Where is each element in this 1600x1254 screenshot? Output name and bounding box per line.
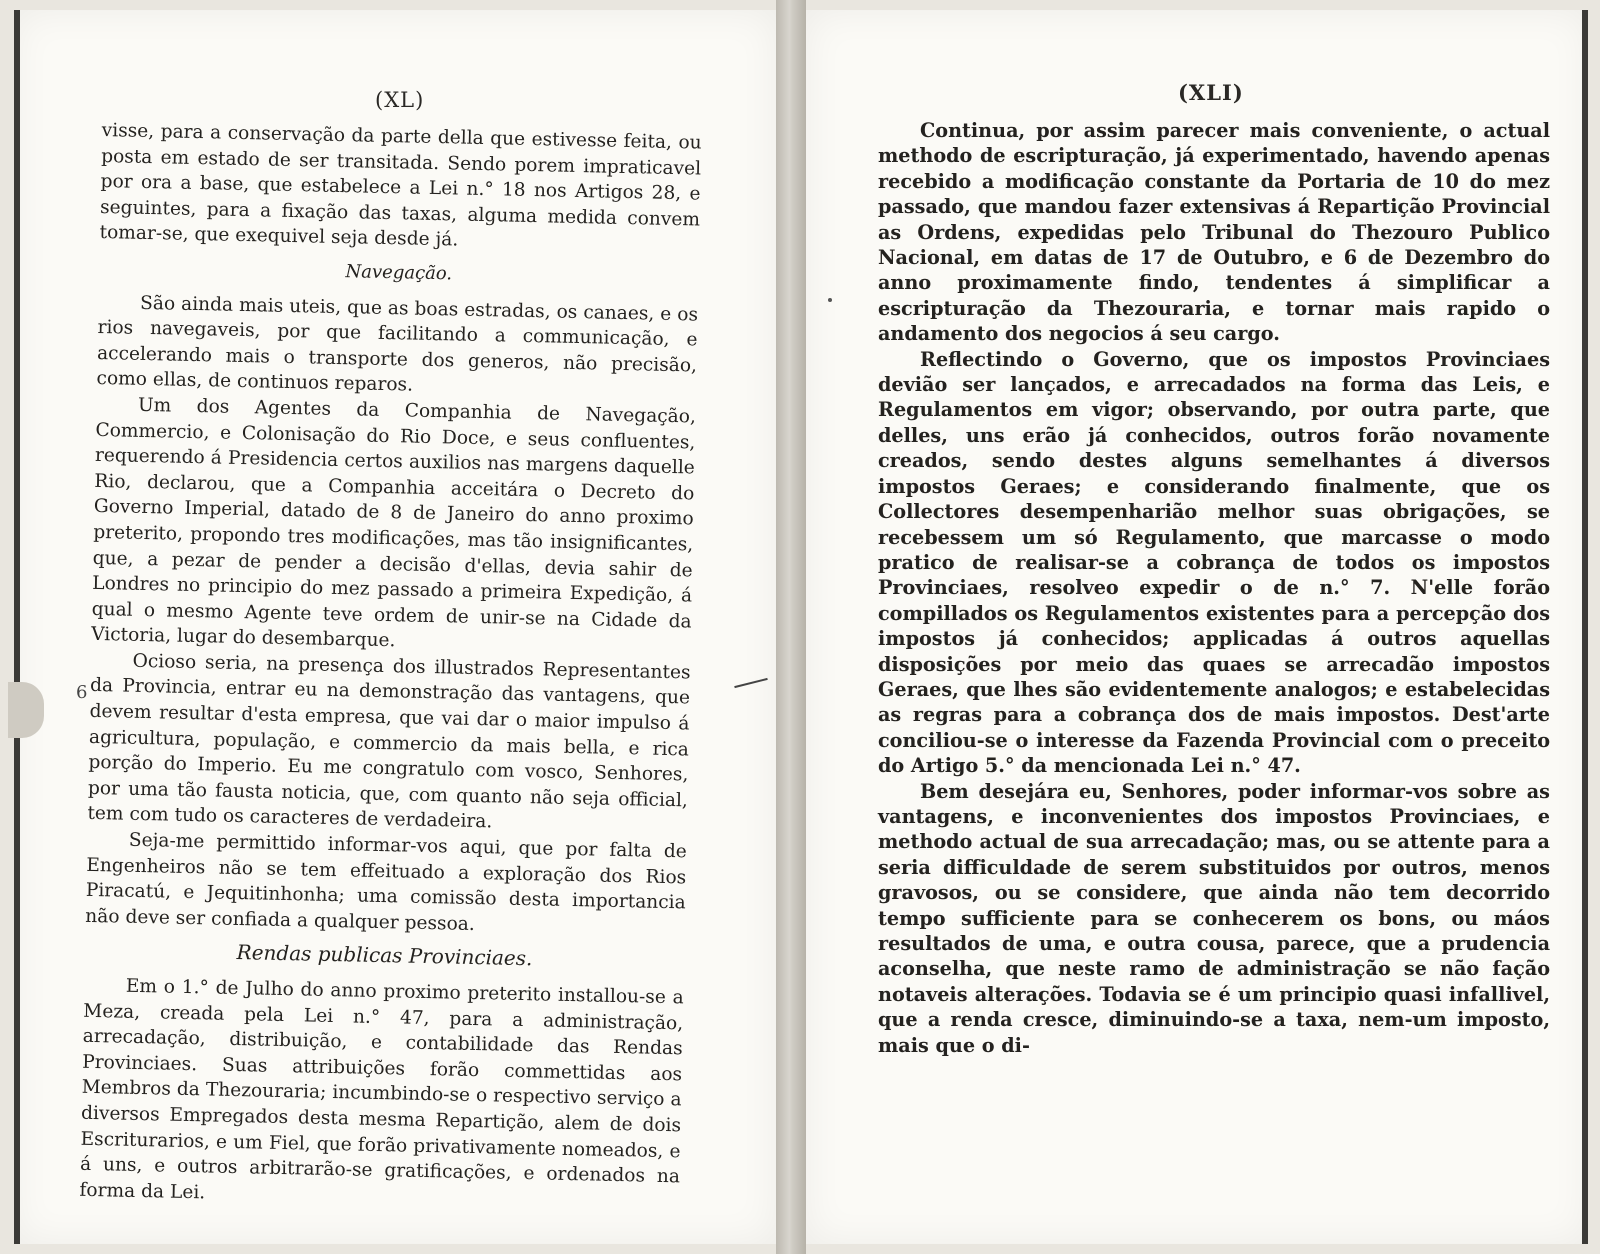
paper-tab (8, 682, 44, 738)
paragraph: Continua, por assim parecer mais conveniente, o actual methodo de escripturação, já experimentado, havendo apenas recebido a modificação constante da Portaria de 10 do mez passado, que mandou fazer extensivas á Repartição Provincial as Ordens, expedidas pelo Tribunal do Thezouro Publico Nacional, em datas de 17 de Outubro, e 6 de Dezembro do anno proximamente findo, tendentes á simplificar a escripturação da Thezouraria, e tornar mais rapido o andamento dos negocios á seu cargo. (878, 119, 1550, 346)
right-page-text (878, 118, 1550, 1058)
page-edge-shadow (1582, 10, 1588, 1244)
right-page (806, 10, 1588, 1244)
paragraph: Seja-me permittido informar-vos aqui, que por falta de Engenheiros não se tem effeituado a exploração dos Rios Piracatú, e Jequitinhonha; uma comissão desta importancia não deve ser confiada a qualquer pessoa. (85, 829, 687, 935)
paragraph: Em o 1.° de Julho do anno proximo preterito installou-se a Meza, creada pela Lei n.° 47, para a administração, arrecadação, distribuição, e contabilidade das Rendas Provinciaes. Suas attribuições forão commettidas aos Membros da Thezouraria; incumbindo-se o respectivo serviço a diversos Empregados desta mesma Repartição, alem de dois Escriturarios, e um Fiel, que forão privativamente nomeados, e á uns, e outros arbitrarão-se gratificações, e ordenados na forma da Lei. (79, 975, 684, 1204)
section-heading-navegacao: Navegação. (345, 261, 453, 285)
margin-mark: 6 (76, 682, 88, 703)
ink-speck (828, 298, 832, 302)
left-page (14, 10, 776, 1244)
page-edge-shadow (14, 10, 20, 1244)
paragraph: Bem desejára eu, Senhores, poder informar-vos sobre as vantagens, e inconvenientes dos impostos Provinciaes, e methodo actual de sua arrecadação; mas, ou se attente para a seria difficuldade de serem substituidos por outros, menos gravosos, ou se considere, que ainda não tem decorrido tempo sufficiente para se conhecerem os bons, ou máos resultados de uma, e outra cousa, parece, que a prudencia aconselha, que neste ramo de administração se não fação notaveis alterações. Todavia se é um principio quasi infallivel, que a renda cresce, diminuindo-se a taxa, nem-um imposto, mais que o di- (878, 779, 1550, 1057)
paragraph: Um dos Agentes da Companhia de Navegação, Commercio, e Colonisação do Rio Doce, e seus confluentes, requerendo á Presidencia certos auxilios nas margens daquelle Rio, declarou, que a Companhia acceitára o Decreto do Governo Imperial, datado de 8 de Janeiro do anno proximo preterito, propondo tres modificações, mas tão insignificantes, que, a pezar de pender a decisão d'ellas, devia sahir de Londres no principio do mez passado a primeira Expedição, á qual o mesmo Agente teve ordem de unir-se na Cidade da Victoria, lugar do desembarque. (90, 394, 697, 652)
left-page-text (79, 118, 702, 1216)
right-page-number: (XLI) (1178, 80, 1244, 105)
paragraph: visse, para a conservação da parte della que estivesse feita, ou posta em estado de ser transitada. Sendo porem impraticavel por ora a base, que estabelece a Lei n.° 18 nos Artigos 28, e seguintes, para a fixação das taxas, alguma medida convem tomar-se, que exequivel seja desde já. (99, 119, 702, 251)
paragraph: Reflectindo o Governo, que os impostos Provinciaes devião ser lançados, e arrecadados na forma das Leis, e Regulamentos em vigor; observando, por outra parte, que delles, uns erão já conhecidos, outros forão novamente creados, sendo destes alguns semelhantes á diversos impostos Geraes; e considerando finalmente, que os Collectores desempenharião melhor suas obrigações, se recebessem um só Regulamento, que marcasse o modo pratico de realisar-se a cobrança de todos os impostos Provinciaes, resolveo expedir o de n.° 7. N'elle forão compillados os Regulamentos existentes para a percepção dos impostos já conhecidos; applicadas á outros aquellas disposições por meio das quaes se arrecadão impostos Geraes, que lhes são evidentemente analogos; e estabelecidas as regras para a cobrança dos de mais impostos. Dest'arte conciliou-se o interesse da Fazenda Provincial com o preceito do Artigo 5.° da mencionada Lei n.° 47. (878, 347, 1550, 778)
book-gutter (776, 0, 806, 1254)
section-heading-rendas: Rendas publicas Provinciaes. (236, 940, 533, 971)
paragraph: São ainda mais uteis, que as boas estradas, os canaes, e os rios navegaveis, por que facilitando a communicação, e accelerando mais o transporte dos generos, não precisão, como ellas, de continuos reparos. (96, 292, 699, 396)
paragraph: Ocioso seria, na presença dos illustrados Representantes da Provincia, entrar eu na demonstração das vantagens, que devem resultar d'esta empresa, que vai dar o maior impulso á agricultura, população, e commercio da mais bella, e rica porção do Imperio. Eu me congratulo com vosco, Senhores, por uma tão fausta noticia, que, com quanto não seja official, tem com tudo os caracteres de verdadeira. (87, 650, 691, 833)
left-page-number: (XL) (375, 88, 425, 112)
